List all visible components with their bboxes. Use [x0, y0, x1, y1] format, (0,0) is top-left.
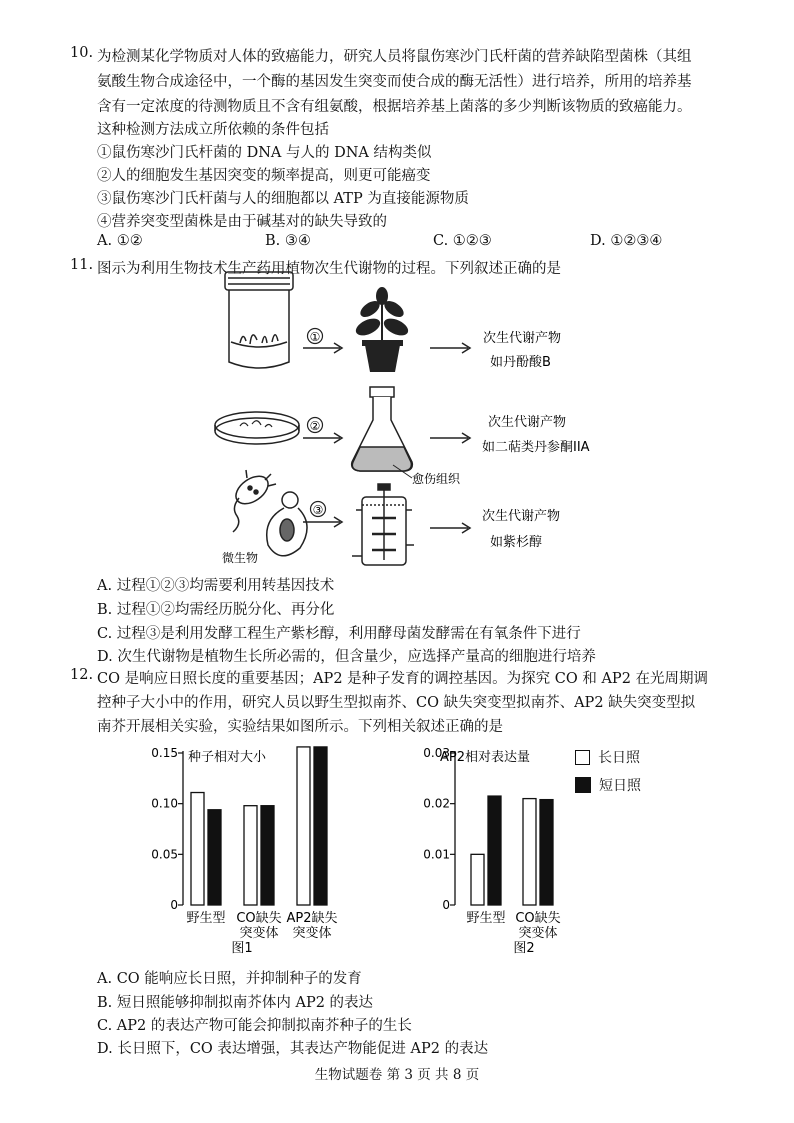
flask-icon — [352, 387, 413, 478]
chart1-bar-long-day — [297, 747, 310, 905]
q10-option-a[interactable]: A. ①② — [97, 233, 143, 249]
product-arrow-1 — [430, 343, 470, 353]
chart-legend — [575, 746, 641, 796]
q10-statement-2: ②人的细胞发生基因突变的频率提高，则更可能癌变 — [97, 168, 431, 184]
chart2-category-label: 突变体 — [518, 926, 558, 941]
question-number-12: 12. — [70, 667, 94, 683]
chart1-bar-short-day — [314, 747, 327, 905]
chart1-bar-long-day — [191, 793, 204, 905]
q12-line-3: 南芥开展相关实验，实验结果如图所示。下列相关叙述正确的是 — [97, 719, 503, 735]
q10-line-1: 为检测某化学物质对人体的致癌能力，研究人员将鼠伤寒沙门氏杆菌的营养缺陷型菌株（其组 — [97, 49, 692, 65]
step-3-label: ③ — [312, 503, 324, 517]
legend-swatch-long-day — [575, 750, 590, 765]
q10-option-d[interactable]: D. ①②③④ — [590, 233, 663, 249]
product-2-line-2: 如二萜类丹参酮IIA — [482, 440, 590, 455]
question-number-11: 11. — [70, 257, 94, 273]
microbe-label: 微生物 — [222, 551, 259, 565]
product-1-line-2: 如丹酚酸B — [490, 355, 551, 370]
q12-option-b[interactable]: B. 短日照能够抑制拟南芥体内 AP2 的表达 — [97, 995, 374, 1011]
q12-line-2: 控种子大小中的作用，研究人员以野生型拟南芥、CO 缺失突变型拟南芥、AP2 缺失突变型拟 — [97, 695, 696, 711]
chart1-bar-short-day — [208, 810, 221, 905]
fermenter-icon — [352, 484, 414, 565]
chart2-y-tick-label: 0.01 — [423, 847, 450, 862]
product-arrow-2 — [430, 433, 470, 443]
chart2-caption: 图2 — [513, 941, 535, 956]
page-footer: 生物试题卷 第 3 页 共 8 页 — [314, 1067, 480, 1083]
q10-option-c[interactable]: C. ①②③ — [433, 233, 492, 249]
q11-option-a[interactable]: A. 过程①②③均需要利用转基因技术 — [97, 578, 335, 594]
q12-option-c[interactable]: C. AP2 的表达产物可能会抑制拟南芥种子的生长 — [97, 1018, 412, 1034]
figure-1-chart — [150, 735, 350, 965]
chart1-y-tick-label: 0.15 — [151, 746, 178, 760]
q10-option-b[interactable]: B. ③④ — [265, 233, 311, 249]
chart2-bar-short-day — [540, 800, 553, 905]
step-2-label: ② — [309, 419, 321, 433]
chart1-bar-long-day — [244, 806, 257, 905]
chart1-y-tick-label: 0.10 — [151, 796, 178, 811]
figure-2-chart — [415, 735, 565, 965]
chart2-bar-long-day — [471, 854, 484, 905]
chart1-y-tick-label: 0 — [170, 898, 178, 912]
chart1-category-label: 野生型 — [186, 911, 226, 926]
product-arrow-3 — [430, 523, 470, 533]
q11-option-b[interactable]: B. 过程①②均需经历脱分化、再分化 — [97, 602, 335, 618]
chart2-category-label: CO缺失 — [515, 911, 561, 926]
culture-jar-icon — [225, 272, 293, 368]
chart2-title: AP2相对表达量 — [440, 750, 531, 765]
q10-line-2: 氨酸生物合成途径中，一个酶的基因发生突变而使合成的酶无活性）进行培养，所用的培养基 — [97, 74, 692, 90]
q10-statement-4: ④营养突变型菌株是由于碱基对的缺失导致的 — [97, 214, 387, 230]
q10-statement-3: ③鼠伤寒沙门氏杆菌与人的细胞都以 ATP 为直接能源物质 — [97, 191, 469, 207]
chart2-bar-long-day — [523, 799, 536, 905]
chart1-category-label: CO缺失 — [236, 911, 282, 926]
product-3-line-2: 如紫杉醇 — [490, 535, 543, 550]
potted-plant-icon — [353, 287, 410, 372]
step-1-label: ① — [309, 330, 321, 344]
chart1-bar-short-day — [261, 806, 274, 905]
chart1-caption: 图1 — [231, 941, 253, 956]
chart2-y-tick-label: 0.02 — [423, 796, 450, 811]
chart1-title: 种子相对大小 — [188, 750, 267, 765]
q10-line-4: 这种检测方法成立所依赖的条件包括 — [97, 122, 329, 138]
legend-label-long-day: 长日照 — [598, 750, 640, 766]
chart1-category-label: 突变体 — [292, 926, 332, 941]
q10-statement-1: ①鼠伤寒沙门氏杆菌的 DNA 与人的 DNA 结构类似 — [97, 145, 432, 161]
chart2-y-tick-label: 0 — [442, 898, 450, 912]
chart2-bar-short-day — [488, 796, 501, 905]
legend-swatch-short-day — [575, 777, 591, 793]
q12-line-1: CO 是响应日照长度的重要基因；AP2 是种子发育的调控基因。为探究 CO 和 AP2 在光周期调 — [97, 671, 709, 687]
callus-label: 愈伤组织 — [412, 472, 461, 486]
chart2-y-tick-label: 0.03 — [423, 746, 450, 760]
chart1-y-tick-label: 0.05 — [151, 847, 178, 862]
q11-stem: 图示为利用生物技术生产药用植物次生代谢物的过程。下列叙述正确的是 — [97, 261, 561, 277]
q12-option-a[interactable]: A. CO 能响应长日照，并抑制种子的发育 — [97, 971, 362, 987]
q10-line-3: 含有一定浓度的待测物质且不含有组氨酸，根据培养基上菌落的多少判断该物质的致癌能力。 — [97, 99, 692, 115]
q11-option-c[interactable]: C. 过程③是利用发酵工程生产紫杉醇，利用酵母菌发酵需在有氧条件下进行 — [97, 626, 581, 642]
microbe-icon — [231, 470, 307, 556]
chart1-category-label: AP2缺失 — [286, 911, 338, 926]
product-2-line-1: 次生代谢产物 — [488, 415, 567, 430]
product-3-line-1: 次生代谢产物 — [482, 509, 561, 524]
question-number-10: 10. — [70, 45, 94, 61]
legend-label-short-day: 短日照 — [599, 778, 641, 794]
q11-process-figure — [0, 262, 794, 582]
product-1-line-1: 次生代谢产物 — [483, 331, 562, 346]
q11-option-d[interactable]: D. 次生代谢物是植物生长所必需的，但含量少，应选择产量高的细胞进行培养 — [97, 649, 596, 665]
petri-dish-icon — [215, 412, 299, 444]
chart1-category-label: 突变体 — [239, 926, 279, 941]
q12-option-d[interactable]: D. 长日照下，CO 表达增强，其表达产物能促进 AP2 的表达 — [97, 1041, 489, 1057]
chart2-category-label: 野生型 — [466, 911, 506, 926]
